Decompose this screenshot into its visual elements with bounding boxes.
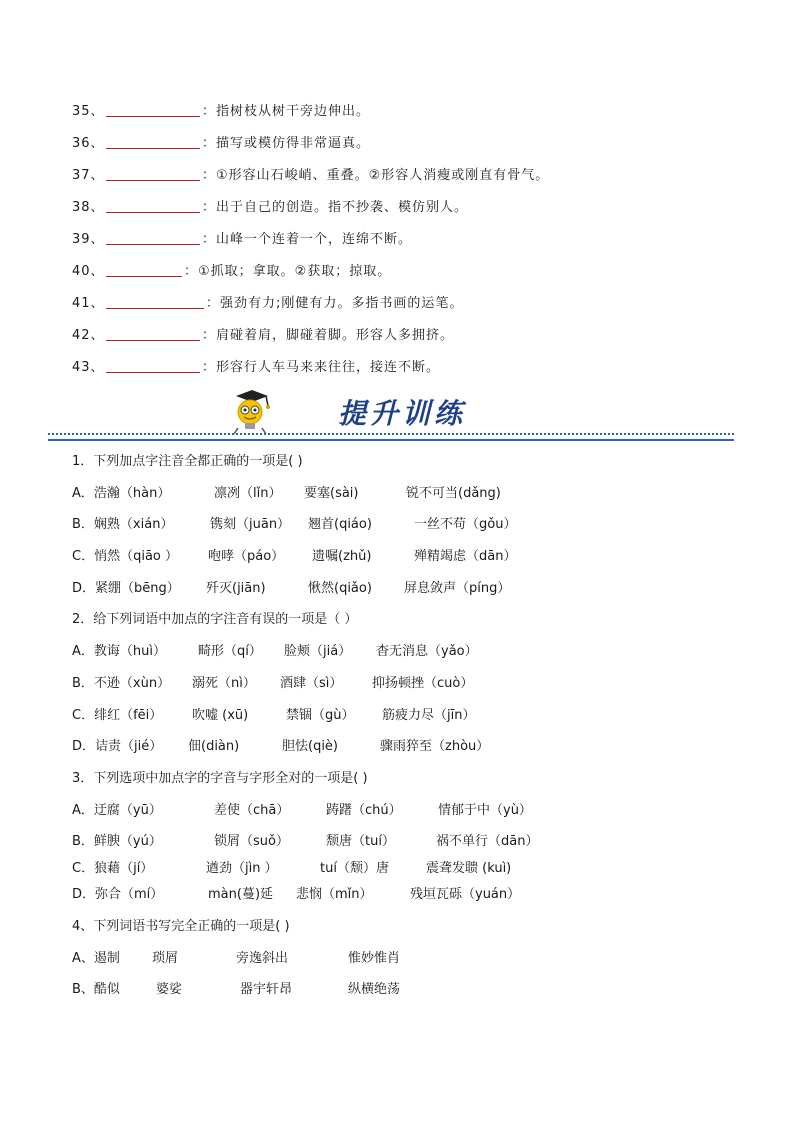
item-number: 35、 bbox=[72, 104, 105, 119]
item-number: 39、 bbox=[72, 232, 105, 247]
question-1-stem bbox=[72, 450, 762, 482]
question-2-option-b[interactable] bbox=[72, 672, 762, 704]
item-number: 38、 bbox=[72, 200, 105, 215]
question-stem: 2．给下列词语中加点的字注音有误的一项是（ ） bbox=[72, 612, 358, 628]
question-3-stem bbox=[72, 767, 762, 799]
option-term: 祸不单行（dān） bbox=[436, 834, 539, 850]
option-term: 骤雨猝至（zhòu） bbox=[380, 739, 490, 755]
option-term: 一丝不苟（gǒu） bbox=[414, 517, 517, 533]
question-2-option-d[interactable] bbox=[72, 735, 762, 767]
item-definition: ：山峰一个连着一个，连绵不断。 bbox=[202, 232, 413, 247]
fill-item-35 bbox=[72, 100, 752, 132]
option-term: 纵横绝荡 bbox=[348, 982, 401, 998]
option-term: 残垣瓦砾（yuán） bbox=[410, 887, 521, 903]
fill-item-40 bbox=[72, 260, 752, 292]
item-definition: ：形容行人车马来来往往，接连不断。 bbox=[202, 360, 441, 375]
answer-blank[interactable] bbox=[106, 262, 182, 277]
option-term: 抑扬顿挫（cuò） bbox=[372, 675, 474, 691]
option-term: C．狼藉（jí） bbox=[72, 860, 154, 876]
option-term: C．绯红（fēi） bbox=[72, 707, 163, 723]
question-stem: 4、下列词语书写完全正确的一项是( ) bbox=[72, 918, 290, 934]
option-term: 溺死（nì） bbox=[192, 675, 256, 691]
option-term: 杳无消息（yǎo） bbox=[376, 644, 478, 660]
option-term: 筋疲力尽（jīn） bbox=[382, 707, 476, 723]
question-2-option-a[interactable] bbox=[72, 640, 762, 672]
answer-blank[interactable] bbox=[106, 102, 200, 117]
option-term: A．浩瀚（hàn） bbox=[72, 485, 171, 501]
option-term: 吹嘘 (xū) bbox=[192, 707, 249, 723]
option-term: 婆娑 bbox=[156, 982, 183, 998]
option-term: 胆怯(qiè) bbox=[282, 739, 339, 755]
option-term: A．教诲（huì） bbox=[72, 644, 166, 660]
item-number: 41、 bbox=[72, 296, 105, 311]
fill-item-36 bbox=[72, 132, 752, 164]
option-term: 禁锢（gù） bbox=[286, 707, 355, 723]
option-term: màn(蔓)延 bbox=[208, 887, 274, 903]
item-number: 42、 bbox=[72, 328, 105, 343]
question-3-option-b[interactable] bbox=[72, 830, 762, 857]
answer-blank[interactable] bbox=[106, 198, 200, 213]
item-number: 36、 bbox=[72, 136, 105, 151]
option-term: 锁屑（suǒ） bbox=[214, 834, 289, 850]
question-3-option-d[interactable] bbox=[72, 883, 762, 915]
question-4-option-b[interactable] bbox=[72, 978, 762, 1010]
answer-blank[interactable] bbox=[106, 326, 200, 341]
option-term: 畸形（qí） bbox=[198, 644, 262, 660]
question-1-option-c[interactable] bbox=[72, 545, 762, 577]
fill-item-43 bbox=[72, 356, 752, 388]
option-term: tuí（颓）唐 bbox=[320, 860, 389, 876]
option-term: 差使（chā） bbox=[214, 802, 290, 818]
option-term: 震聋发聩 (kuì) bbox=[426, 860, 512, 876]
question-1-option-d[interactable] bbox=[72, 577, 762, 609]
answer-blank[interactable] bbox=[106, 294, 204, 309]
option-term: 愀然(qiǎo) bbox=[308, 580, 372, 596]
question-1-option-a[interactable] bbox=[72, 482, 762, 514]
option-term: 器宇轩昂 bbox=[240, 982, 293, 998]
option-term: D．弥合（mí） bbox=[72, 887, 164, 903]
option-term: B．不逊（xùn） bbox=[72, 675, 171, 691]
option-term: B、酷似 bbox=[72, 982, 120, 998]
question-4-stem bbox=[72, 915, 762, 947]
answer-blank[interactable] bbox=[106, 134, 200, 149]
option-term: D．紧绷（bēng） bbox=[72, 580, 180, 596]
option-term: D．诘责（jié） bbox=[72, 739, 163, 755]
question-4-option-a[interactable] bbox=[72, 947, 762, 979]
question-3-option-c[interactable] bbox=[72, 857, 762, 884]
item-number: 43、 bbox=[72, 360, 105, 375]
answer-blank[interactable] bbox=[106, 230, 200, 245]
question-2-option-c[interactable] bbox=[72, 704, 762, 736]
option-term: 锐不可当(dǎng) bbox=[406, 485, 501, 501]
option-term: A．迂腐（yū） bbox=[72, 802, 162, 818]
option-term: 踌躇（chú） bbox=[326, 802, 402, 818]
option-term: C．悄然（qiāo ） bbox=[72, 549, 178, 565]
question-1-option-b[interactable] bbox=[72, 513, 762, 545]
item-definition: ：①形容山石峻峭、重叠。②形容人消瘦或刚直有骨气。 bbox=[202, 168, 550, 183]
answer-blank[interactable] bbox=[106, 166, 200, 181]
option-term: B．鲜腴（yú） bbox=[72, 834, 162, 850]
fill-in-list bbox=[72, 100, 752, 388]
option-term: 歼灭(jiān) bbox=[206, 580, 266, 596]
header-solid-rule bbox=[48, 439, 734, 441]
item-number: 37、 bbox=[72, 168, 105, 183]
fill-item-41 bbox=[72, 292, 752, 324]
question-stem: 3．下列选项中加点字的字音与字形全对的一项是( ) bbox=[72, 770, 368, 786]
question-2-stem bbox=[72, 608, 762, 640]
question-3-option-a[interactable] bbox=[72, 799, 762, 831]
header-dotted-rule bbox=[48, 433, 734, 435]
graduate-lightbulb-icon bbox=[228, 388, 274, 436]
item-definition: ：强劲有力;刚健有力。多指书画的运笔。 bbox=[206, 296, 464, 311]
option-term: 殚精竭虑（dān） bbox=[414, 549, 517, 565]
option-term: 脸颊（jiá） bbox=[284, 644, 352, 660]
item-definition: ：肩碰着肩，脚碰着脚。形容人多拥挤。 bbox=[202, 328, 455, 343]
fill-item-38 bbox=[72, 196, 752, 228]
fill-item-42 bbox=[72, 324, 752, 356]
option-term: 悲悯（mǐn） bbox=[296, 887, 373, 903]
option-term: 佃(diàn) bbox=[188, 739, 240, 755]
option-term: 遒劲（jìn ） bbox=[206, 860, 278, 876]
section-header bbox=[0, 388, 794, 446]
option-term: 情郁于中（yù） bbox=[438, 802, 532, 818]
option-term: 凛冽（lǐn） bbox=[214, 485, 282, 501]
option-term: 翘首(qiáo) bbox=[308, 517, 372, 533]
item-number: 40、 bbox=[72, 264, 105, 279]
option-term: 琐屑 bbox=[152, 950, 179, 966]
option-term: 旁逸斜出 bbox=[236, 950, 289, 966]
option-term: 颓唐（tuí） bbox=[326, 834, 395, 850]
option-term: 屏息敛声（píng） bbox=[404, 580, 511, 596]
answer-blank[interactable] bbox=[106, 358, 200, 373]
section-title: 提升训练 bbox=[338, 397, 467, 430]
option-term: 咆哮（páo） bbox=[208, 549, 285, 565]
fill-item-39 bbox=[72, 228, 752, 260]
option-term: 酒肆（sì） bbox=[280, 675, 343, 691]
item-definition: ：描写或模仿得非常逼真。 bbox=[202, 136, 371, 151]
item-definition: ：①抓取；拿取。②获取；掠取。 bbox=[184, 264, 392, 279]
option-term: 遗嘱(zhǔ) bbox=[312, 549, 372, 565]
item-definition: ：指树枝从树干旁边伸出。 bbox=[202, 104, 371, 119]
fill-item-37 bbox=[72, 164, 752, 196]
question-stem: 1．下列加点字注音全都正确的一项是( ) bbox=[72, 454, 303, 469]
option-term: B．娴熟（xián） bbox=[72, 517, 174, 533]
option-term: A、遏制 bbox=[72, 950, 120, 966]
option-term: 惟妙惟肖 bbox=[348, 950, 401, 966]
item-definition: ：出于自己的创造。指不抄袭、模仿别人。 bbox=[202, 200, 469, 215]
option-term: 要塞(sài) bbox=[304, 485, 359, 501]
question-section bbox=[72, 450, 762, 1010]
option-term: 镌刻（juān） bbox=[210, 517, 291, 533]
